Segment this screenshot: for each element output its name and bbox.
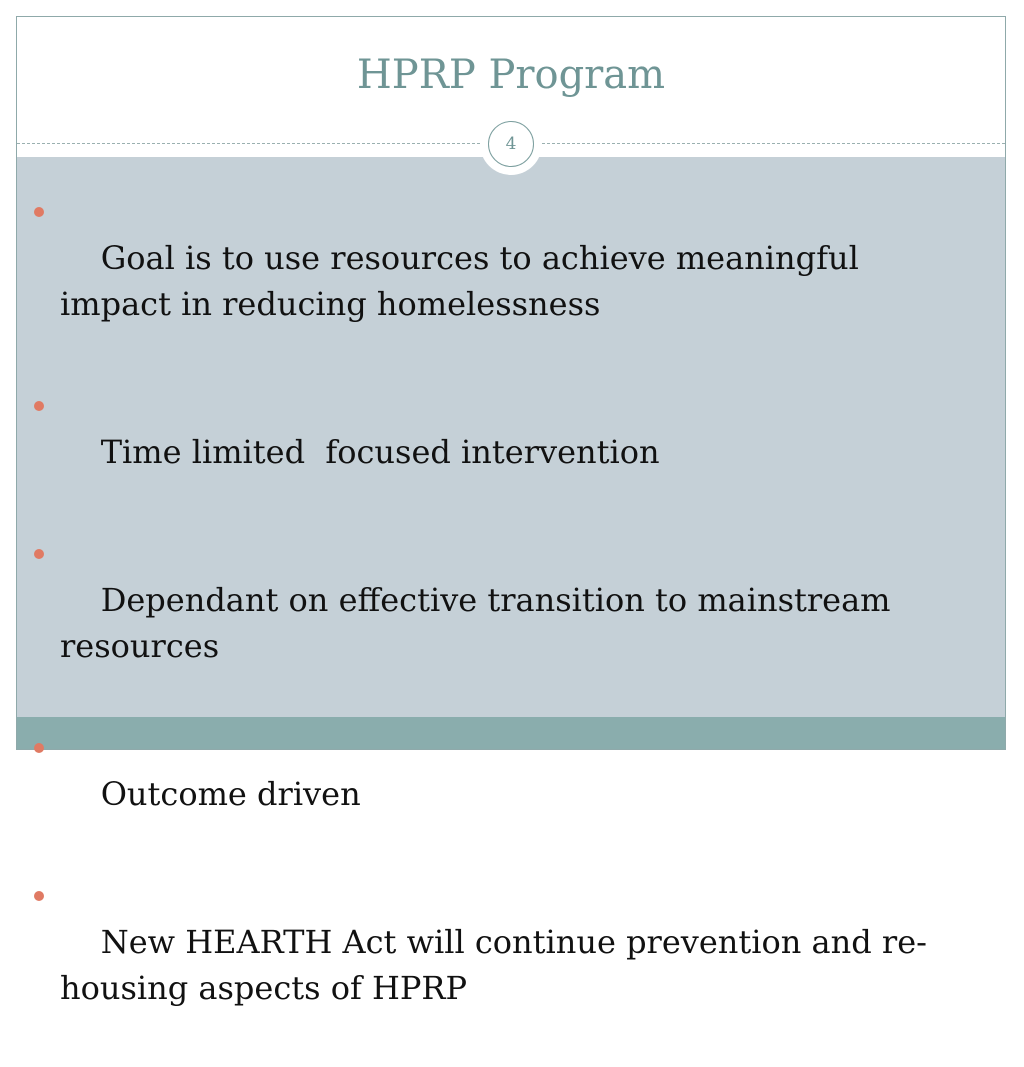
bullet-item	[34, 531, 954, 715]
bullet-text-line1: Dependant on effective transition to mainstream	[100, 581, 891, 619]
bullet-text-line1: Time limited focused intervention	[100, 433, 660, 471]
bullet-item	[34, 383, 954, 521]
bullet-text-line1: Outcome driven	[100, 775, 361, 813]
bullet-dot-icon	[34, 401, 44, 411]
bullet-text-line2: impact in reducing homelessness	[60, 285, 601, 323]
bullet-item	[34, 189, 954, 373]
bullet-dot-icon	[34, 891, 44, 901]
bullet-item	[34, 873, 954, 1057]
bullet-dot-icon	[34, 549, 44, 559]
bullet-dot-icon	[34, 743, 44, 753]
bullet-list	[34, 189, 954, 1067]
bullet-text-line1: Goal is to use resources to achieve meaningful	[100, 239, 859, 277]
bullet-text-line2: housing aspects of HPRP	[60, 969, 468, 1007]
bullet-text-line1: New HEARTH Act will continue prevention and re-	[100, 923, 927, 961]
slide-number-badge	[480, 113, 542, 175]
slide-number: 4	[488, 121, 534, 167]
slide-title: HPRP Program	[356, 52, 666, 98]
bullet-text-line2: resources	[60, 627, 220, 665]
bullet-item	[34, 725, 954, 863]
bullet-dot-icon	[34, 207, 44, 217]
